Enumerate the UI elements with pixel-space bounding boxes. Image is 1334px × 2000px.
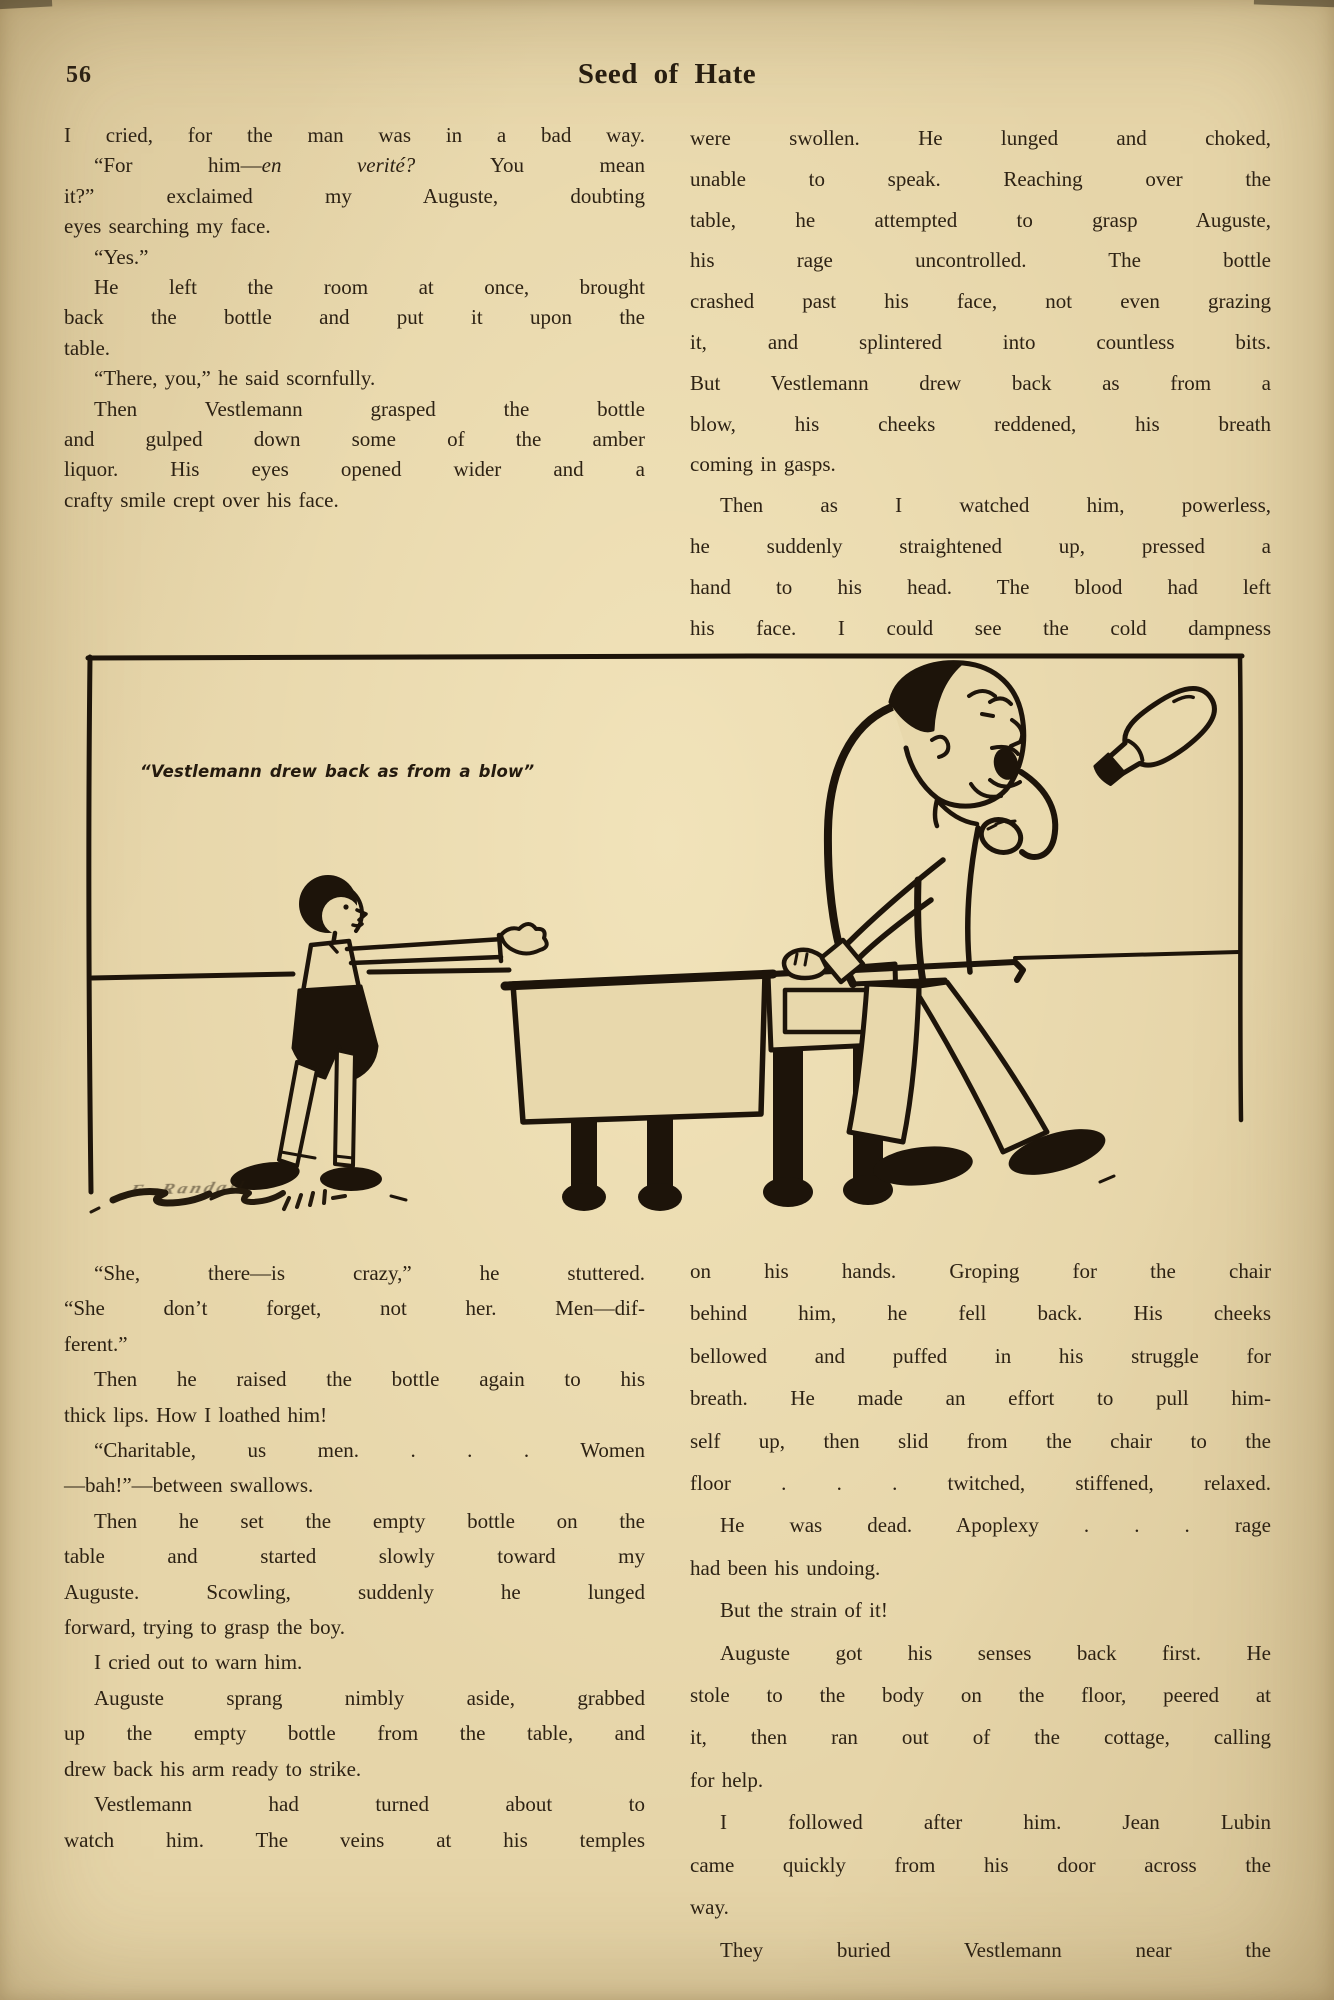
text-line: He was dead. Apoplexy . . . rage	[720, 1513, 1271, 1538]
text-line: liquor. His eyes opened wider and a	[64, 457, 645, 482]
text-line: —bah!”—between swallows.	[64, 1473, 314, 1498]
text-line: watch him. The veins at his temples	[64, 1827, 645, 1852]
flying-bottle	[1085, 675, 1226, 798]
text-line: had been his undoing.	[690, 1555, 881, 1580]
text-line: floor . . . twitched, stiffened, relaxed.	[690, 1471, 1271, 1496]
text-line: Then as I watched him, powerless,	[720, 493, 1271, 518]
text-line: thick lips. How I loathed him!	[64, 1402, 328, 1427]
text-line: behind him, he fell back. His cheeks	[690, 1301, 1271, 1326]
text-line: Vestlemann had turned about to	[94, 1792, 645, 1817]
text-line: bellowed and puffed in his struggle for	[690, 1343, 1271, 1368]
text-line: his face. I could see the cold dampness	[690, 615, 1271, 640]
wall-line	[92, 952, 1239, 978]
text-line: coming in gasps.	[690, 452, 836, 477]
man-figure	[784, 663, 1114, 1191]
artist-signature: E. Randall	[128, 1178, 249, 1199]
page-title: Seed of Hate	[577, 58, 757, 90]
text-line: breath. He made an effort to pull him-	[690, 1386, 1271, 1411]
text-line: eyes searching my face.	[64, 214, 271, 239]
text-line: I followed after him. Jean Lubin	[720, 1810, 1271, 1835]
illustration-caption: “Vestlemann drew back as from a blow”	[140, 762, 535, 781]
text-line: on his hands. Groping for the chair	[690, 1259, 1271, 1283]
page-number: 56	[66, 62, 92, 88]
scan-edge-artifact	[1254, 0, 1334, 8]
text-line: table.	[64, 335, 111, 360]
illustration	[85, 652, 1245, 1232]
text-line: it?” exclaimed my Auguste, doubting	[64, 183, 645, 208]
text-line: I cried out to warn him.	[94, 1650, 303, 1675]
column-top-left	[64, 120, 645, 515]
text-line: and gulped down some of the amber	[64, 427, 645, 452]
text-line: ferent.”	[64, 1331, 128, 1356]
illustration-drawing	[85, 652, 1245, 1232]
text-line: it, then ran out of the cottage, calling	[690, 1725, 1271, 1750]
text-line: Then Vestlemann grasped the bottle	[94, 396, 645, 421]
text-line: crashed past his face, not even grazing	[690, 289, 1271, 314]
text-line: table and started slowly toward my	[64, 1544, 645, 1569]
text-line: it, and splintered into countless bits.	[690, 329, 1271, 354]
text-line: They buried Vestlemann near the	[720, 1937, 1271, 1962]
text-line: he suddenly straightened up, pressed a	[690, 533, 1271, 558]
text-line: table, he attempted to grasp Auguste,	[690, 207, 1271, 232]
column-bottom-left	[64, 1256, 645, 1858]
text-line: But the strain of it!	[720, 1598, 888, 1623]
text-line: “There, you,” he said scornfully.	[94, 366, 376, 391]
text-line: up the empty bottle from the table, and	[64, 1721, 645, 1746]
text-line: self up, then slid from the chair to the	[690, 1428, 1271, 1453]
text-line: “Yes.”	[94, 244, 149, 269]
text-line: He left the room at once, brought	[94, 275, 645, 300]
text-line: back the bottle and put it upon the	[64, 305, 645, 330]
column-top-right	[690, 118, 1271, 648]
text-line: But Vestlemann drew back as from a	[690, 370, 1271, 395]
text-line: stole to the body on the floor, peered at	[690, 1683, 1271, 1708]
text-line: I cried, for the man was in a bad way.	[64, 123, 645, 147]
column-bottom-right	[690, 1250, 1271, 1971]
text-line: unable to speak. Reaching over the	[690, 166, 1271, 191]
text-line: Then he set the empty bottle on the	[94, 1508, 645, 1533]
text-line: forward, trying to grasp the boy.	[64, 1615, 345, 1640]
text-line: “For him—en verité? You mean	[94, 153, 645, 178]
text-line: Auguste got his senses back first. He	[720, 1640, 1271, 1665]
text-line: Auguste sprang nimbly aside, grabbed	[94, 1685, 645, 1710]
scan-edge-artifact	[0, 0, 52, 10]
text-line: hand to his head. The blood had left	[690, 574, 1271, 599]
text-line: came quickly from his door across the	[690, 1852, 1271, 1877]
text-line: “She don’t forget, not her. Men—dif-	[64, 1296, 645, 1321]
text-line: were swollen. He lunged and choked,	[690, 126, 1271, 150]
text-line: for help.	[690, 1767, 764, 1792]
text-line: blow, his cheeks reddened, his breath	[690, 411, 1271, 436]
text-line: “She, there—is crazy,” he stuttered.	[94, 1261, 645, 1285]
text-line: crafty smile crept over his face.	[64, 487, 339, 512]
text-line: “Charitable, us men. . . . Women	[94, 1438, 645, 1463]
boy-figure	[211, 875, 547, 1200]
text-line: drew back his arm ready to strike.	[64, 1756, 362, 1781]
text-line: way.	[690, 1895, 729, 1920]
text-line: Then he raised the bottle again to his	[94, 1367, 645, 1392]
text-line: his rage uncontrolled. The bottle	[690, 248, 1271, 273]
text-line: Auguste. Scowling, suddenly he lunged	[64, 1579, 645, 1604]
